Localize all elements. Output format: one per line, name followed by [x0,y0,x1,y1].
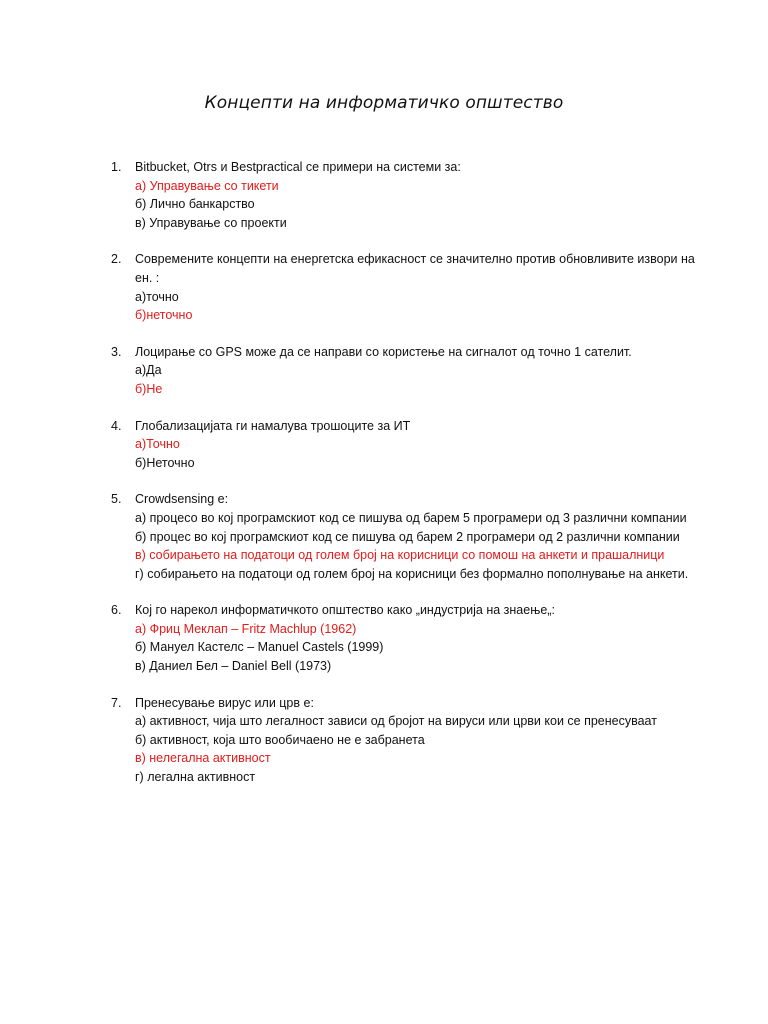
answer-option: г) собирањето на податоци од голем број на корисници без формално пополнување на анкети. [135,566,689,581]
question-7 [0,694,768,787]
question-number: 5. [111,492,122,507]
answer-option: а)точно [135,289,179,304]
answer-option: а) активност, чија што легалност зависи од бројот на вируси или црви кои се пренесуваат [135,714,657,729]
answer-option: г) легална активност [135,770,256,785]
question-text: Bitbucket, Otrs и Bestpractical се примери на системи за: [135,160,461,174]
question-number: 7. [111,695,122,710]
answer-option: б) активност, која што вообичаено не е забранета [135,732,425,747]
answer-option: а)Да [135,363,162,378]
question-3 [0,343,768,399]
question-text: Лоцирање со GPS може да се направи со користење на сигналот од точно 1 сателит. [135,344,632,359]
answer-option: б) процес во кој програмскиот код се пишува од барем 2 програмери од 2 различни компании [135,529,680,544]
question-text: Глобализацијата ги намалува трошоците за ИТ [135,418,411,433]
answer-option-correct: в) нелегална активност [135,751,271,766]
question-text: Пренесување вирус или црв е: [135,695,314,710]
question-list [0,158,768,787]
question-4 [0,417,768,473]
answer-option-correct: в) собирањето на податоци од голем број на корисници со помош на анкети и прашалници [135,548,665,563]
question-1 [0,158,768,232]
question-text: Crowdsensing е: [135,492,229,507]
question-number: 4. [111,418,122,433]
answer-option-correct: а)Точно [135,437,180,452]
question-5 [0,490,768,583]
answer-option-correct: а) Управување со тикети [135,178,279,193]
answer-option: б) Лично банкарство [135,197,255,212]
answer-option: в) Управување со проекти [135,215,287,230]
question-text: Кој го нарекол информатичкото општество како „индустрија на знаење„: [135,603,555,618]
document-title: Концепти на информатичко општество [204,93,564,113]
answer-option: б) Мануел Кастелс – Manuel Castels (1999) [135,640,384,655]
answer-option: а) процесо во кој програмскиот код се пишува од барем 5 програмери од 3 различни компании [135,510,687,525]
answer-option: в) Даниел Бел – Daniel Bell (1973) [135,659,332,674]
question-2 [0,250,768,324]
answer-option: б)Неточно [135,455,195,470]
question-number: 1. [111,160,122,174]
answer-option-correct: б)неточно [135,308,193,323]
answer-option-correct: б)Не [135,381,163,396]
question-text: Современите концепти на енергетска ефикасност се значително против обновливите извори на ен. : [135,252,695,285]
question-number: 6. [111,603,122,618]
answer-option-correct: а) Фриц Меклап – Fritz Machlup (1962) [135,621,357,636]
question-number: 2. [111,252,122,267]
question-number: 3. [111,344,122,359]
question-6 [0,601,768,675]
